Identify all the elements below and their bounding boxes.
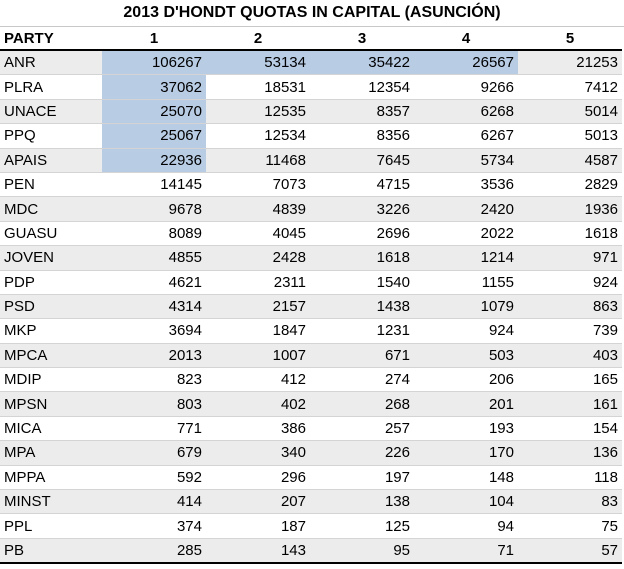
- quota-cell: 7412: [518, 75, 622, 99]
- quota-cell: 9266: [414, 75, 518, 99]
- quota-cell: 1618: [518, 221, 622, 245]
- quota-cell: 4715: [310, 172, 414, 196]
- table-row: [0, 416, 622, 440]
- quota-cell: 671: [310, 343, 414, 367]
- quota-cell: 21253: [518, 50, 622, 75]
- quota-cell: 12354: [310, 75, 414, 99]
- quota-cell: 771: [102, 416, 206, 440]
- quota-cell: 2013: [102, 343, 206, 367]
- quota-cell: 75: [518, 514, 622, 538]
- quota-cell: 2022: [414, 221, 518, 245]
- quota-cell: 2428: [206, 246, 310, 270]
- table-row: [0, 392, 622, 416]
- quota-cell: 118: [518, 465, 622, 489]
- party-name-cell: PSD: [0, 294, 102, 318]
- table-row: [0, 538, 622, 563]
- quota-cell: 154: [518, 416, 622, 440]
- party-name-cell: PDP: [0, 270, 102, 294]
- column-header-party: PARTY: [0, 27, 102, 50]
- party-name-cell: PLRA: [0, 75, 102, 99]
- table-row: [0, 99, 622, 123]
- quota-cell: 106267: [102, 50, 206, 75]
- quota-cell: 402: [206, 392, 310, 416]
- quota-cell: 2157: [206, 294, 310, 318]
- table-row: [0, 514, 622, 538]
- quota-cell: 4621: [102, 270, 206, 294]
- table-body: [0, 50, 622, 563]
- table-row: [0, 148, 622, 172]
- quota-cell: 971: [518, 246, 622, 270]
- table-row: [0, 294, 622, 318]
- table-row: [0, 75, 622, 99]
- quota-cell: 25070: [102, 99, 206, 123]
- quota-cell: 386: [206, 416, 310, 440]
- quota-cell: 12535: [206, 99, 310, 123]
- table-row: [0, 319, 622, 343]
- quota-cell: 4587: [518, 148, 622, 172]
- quota-cell: 7645: [310, 148, 414, 172]
- table-row: [0, 221, 622, 245]
- quota-cell: 679: [102, 441, 206, 465]
- quota-cell: 6267: [414, 124, 518, 148]
- quota-cell: 8356: [310, 124, 414, 148]
- quota-cell: 8357: [310, 99, 414, 123]
- quota-cell: 18531: [206, 75, 310, 99]
- table-row: [0, 441, 622, 465]
- quota-cell: 25067: [102, 124, 206, 148]
- table-title: 2013 D'HONDT QUOTAS IN CAPITAL (ASUNCIÓN): [0, 0, 624, 27]
- quota-cell: 2829: [518, 172, 622, 196]
- quota-cell: 1231: [310, 319, 414, 343]
- party-name-cell: PPL: [0, 514, 102, 538]
- table-row: [0, 246, 622, 270]
- table-row: [0, 368, 622, 392]
- quota-cell: 5734: [414, 148, 518, 172]
- party-name-cell: APAIS: [0, 148, 102, 172]
- party-name-cell: UNACE: [0, 99, 102, 123]
- quota-cell: 5013: [518, 124, 622, 148]
- column-header-divisor: 4: [414, 27, 518, 50]
- quota-cell: 57: [518, 538, 622, 563]
- quota-cell: 1007: [206, 343, 310, 367]
- quota-cell: 1214: [414, 246, 518, 270]
- table-row: [0, 172, 622, 196]
- quota-cell: 268: [310, 392, 414, 416]
- quota-cell: 125: [310, 514, 414, 538]
- header-row: [0, 27, 622, 50]
- table-row: [0, 124, 622, 148]
- party-name-cell: ANR: [0, 50, 102, 75]
- column-header-divisor: 3: [310, 27, 414, 50]
- quota-cell: 2420: [414, 197, 518, 221]
- quota-cell: 138: [310, 490, 414, 514]
- table-row: [0, 270, 622, 294]
- quota-cell: 14145: [102, 172, 206, 196]
- quota-cell: 1155: [414, 270, 518, 294]
- quota-cell: 924: [518, 270, 622, 294]
- quota-cell: 8089: [102, 221, 206, 245]
- quota-cell: 26567: [414, 50, 518, 75]
- quota-cell: 2311: [206, 270, 310, 294]
- party-name-cell: MKP: [0, 319, 102, 343]
- quota-cell: 592: [102, 465, 206, 489]
- column-header-divisor: 2: [206, 27, 310, 50]
- party-name-cell: JOVEN: [0, 246, 102, 270]
- quota-cell: 924: [414, 319, 518, 343]
- quota-cell: 3226: [310, 197, 414, 221]
- quota-cell: 4314: [102, 294, 206, 318]
- quota-cell: 104: [414, 490, 518, 514]
- quota-cell: 5014: [518, 99, 622, 123]
- party-name-cell: MPA: [0, 441, 102, 465]
- quota-cell: 170: [414, 441, 518, 465]
- party-name-cell: MINST: [0, 490, 102, 514]
- table-row: [0, 465, 622, 489]
- party-name-cell: PB: [0, 538, 102, 563]
- quota-cell: 193: [414, 416, 518, 440]
- quota-cell: 161: [518, 392, 622, 416]
- table-row: [0, 490, 622, 514]
- quota-cell: 3694: [102, 319, 206, 343]
- quota-cell: 95: [310, 538, 414, 563]
- quota-cell: 374: [102, 514, 206, 538]
- quota-cell: 285: [102, 538, 206, 563]
- quota-cell: 136: [518, 441, 622, 465]
- party-name-cell: MDIP: [0, 368, 102, 392]
- quota-cell: 2696: [310, 221, 414, 245]
- quota-cell: 503: [414, 343, 518, 367]
- quota-cell: 226: [310, 441, 414, 465]
- party-name-cell: MICA: [0, 416, 102, 440]
- quota-cell: 4839: [206, 197, 310, 221]
- quota-cell: 71: [414, 538, 518, 563]
- quota-cell: 206: [414, 368, 518, 392]
- quota-cell: 257: [310, 416, 414, 440]
- quota-cell: 37062: [102, 75, 206, 99]
- quota-cell: 148: [414, 465, 518, 489]
- quota-cell: 4855: [102, 246, 206, 270]
- quota-cell: 11468: [206, 148, 310, 172]
- quotas-table: [0, 27, 622, 564]
- party-name-cell: MPSN: [0, 392, 102, 416]
- quota-cell: 165: [518, 368, 622, 392]
- quota-cell: 207: [206, 490, 310, 514]
- table-row: [0, 197, 622, 221]
- quota-cell: 863: [518, 294, 622, 318]
- quota-cell: 274: [310, 368, 414, 392]
- party-name-cell: PEN: [0, 172, 102, 196]
- quota-cell: 1540: [310, 270, 414, 294]
- quota-cell: 22936: [102, 148, 206, 172]
- column-header-divisor: 5: [518, 27, 622, 50]
- quota-cell: 12534: [206, 124, 310, 148]
- quota-cell: 83: [518, 490, 622, 514]
- quota-cell: 94: [414, 514, 518, 538]
- quota-cell: 187: [206, 514, 310, 538]
- quota-cell: 403: [518, 343, 622, 367]
- party-name-cell: PPQ: [0, 124, 102, 148]
- quota-cell: 823: [102, 368, 206, 392]
- quota-cell: 296: [206, 465, 310, 489]
- quota-cell: 201: [414, 392, 518, 416]
- party-name-cell: GUASU: [0, 221, 102, 245]
- quota-cell: 197: [310, 465, 414, 489]
- quota-cell: 4045: [206, 221, 310, 245]
- quota-cell: 9678: [102, 197, 206, 221]
- party-name-cell: MPCA: [0, 343, 102, 367]
- quota-cell: 803: [102, 392, 206, 416]
- table-row: [0, 343, 622, 367]
- quota-cell: 1847: [206, 319, 310, 343]
- quota-cell: 143: [206, 538, 310, 563]
- quota-cell: 1079: [414, 294, 518, 318]
- quota-cell: 7073: [206, 172, 310, 196]
- quota-cell: 414: [102, 490, 206, 514]
- quota-cell: 1936: [518, 197, 622, 221]
- column-header-divisor: 1: [102, 27, 206, 50]
- quota-cell: 6268: [414, 99, 518, 123]
- quota-cell: 1618: [310, 246, 414, 270]
- quota-cell: 3536: [414, 172, 518, 196]
- quota-cell: 340: [206, 441, 310, 465]
- table-row: [0, 50, 622, 75]
- quota-cell: 739: [518, 319, 622, 343]
- quota-cell: 35422: [310, 50, 414, 75]
- party-name-cell: MPPA: [0, 465, 102, 489]
- party-name-cell: MDC: [0, 197, 102, 221]
- quota-cell: 1438: [310, 294, 414, 318]
- quota-cell: 53134: [206, 50, 310, 75]
- quota-cell: 412: [206, 368, 310, 392]
